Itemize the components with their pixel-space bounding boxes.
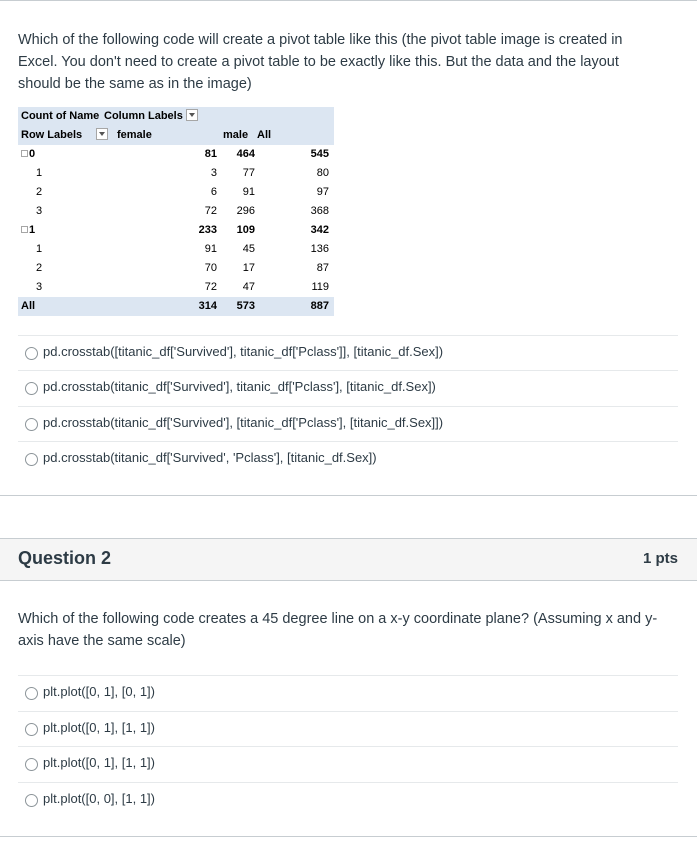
pivot-row: 3 72 296 368 — [36, 205, 329, 217]
radio-button[interactable] — [25, 687, 38, 700]
radio-button[interactable] — [25, 758, 38, 771]
answer-label[interactable]: pd.crosstab([titanic_df['Survived'], titanic_df['Pclass']], [titanic_df.Sex]) — [43, 344, 444, 359]
answer-option[interactable] — [18, 746, 678, 783]
pivot-row: 1 91 45 136 — [36, 243, 329, 255]
pivot-grand-total-row: All 314 573 887 — [18, 297, 334, 316]
pivot-header-row-2 — [18, 126, 334, 145]
question2-header — [0, 538, 697, 581]
pivot-header-row-1 — [18, 107, 334, 126]
answer-label[interactable]: plt.plot([0, 0], [1, 1]) — [43, 791, 155, 806]
pivot-column-labels: Column Labels — [104, 110, 183, 122]
question-divider — [0, 495, 697, 496]
collapse-toggle-icon[interactable] — [21, 150, 28, 157]
answer-label[interactable]: plt.plot([0, 1], [1, 1]) — [43, 720, 155, 735]
row-filter-dropdown-icon[interactable] — [96, 128, 108, 140]
pivot-row: 3 72 47 119 — [36, 281, 329, 293]
answer-label[interactable]: pd.crosstab(titanic_df['Survived'], titanic_df['Pclass'], [titanic_df.Sex]) — [43, 379, 436, 394]
answer-label[interactable]: plt.plot([0, 1], [0, 1]) — [43, 684, 155, 699]
answer-label[interactable]: pd.crosstab(titanic_df['Survived'], [titanic_df['Pclass'], [titanic_df.Sex]]) — [43, 415, 444, 430]
pivot-row: 1 3 77 80 — [36, 167, 329, 179]
radio-button[interactable] — [25, 723, 38, 736]
question1-text: Which of the following code will create a pivot table like this (the pivot table image is created in Excel. You don't need to create a pivot table to be exactly like this. But the data and the layout should be the same as in the image) — [18, 32, 623, 92]
pivot-col-female: female — [117, 129, 152, 141]
answer-option[interactable] — [18, 406, 678, 443]
pivot-table — [18, 107, 334, 316]
answer-option[interactable] — [18, 370, 678, 407]
question2-title: Question 2 — [18, 548, 112, 568]
answer-option[interactable] — [18, 441, 678, 478]
answer-option[interactable] — [18, 711, 678, 748]
radio-button[interactable] — [25, 382, 38, 395]
radio-button[interactable] — [25, 347, 38, 360]
pivot-col-all: All — [257, 129, 272, 141]
answer-option[interactable] — [18, 675, 678, 712]
pivot-row: 1 233 109 342 — [18, 221, 334, 240]
column-filter-dropdown-icon[interactable] — [186, 109, 198, 121]
radio-button[interactable] — [25, 418, 38, 431]
pivot-row: 2 6 91 97 — [36, 186, 329, 198]
question2-points: 1 pts — [642, 550, 678, 567]
question2-text: Which of the following code creates a 45 degree line on a x-y coordinate plane? (Assuming x and y-axis have the same scale) — [18, 611, 658, 649]
pivot-count-label: Count of Name — [21, 110, 100, 122]
answer-label[interactable]: plt.plot([0, 1], [1, 1]) — [43, 755, 155, 770]
answer-label[interactable]: pd.crosstab(titanic_df['Survived', 'Pclass'], [titanic_df.Sex]) — [43, 450, 377, 465]
answer-option[interactable] — [18, 335, 678, 372]
collapse-toggle-icon[interactable] — [21, 226, 28, 233]
bottom-divider — [0, 836, 697, 837]
radio-button[interactable] — [25, 794, 38, 807]
radio-button[interactable] — [25, 453, 38, 466]
answer-option[interactable] — [18, 782, 678, 819]
pivot-row-labels: Row Labels — [21, 129, 83, 141]
pivot-row: 0 81 464 545 — [18, 145, 334, 164]
pivot-row: 2 70 17 87 — [36, 262, 329, 274]
top-divider — [0, 0, 697, 1]
pivot-col-male: male — [223, 129, 249, 141]
